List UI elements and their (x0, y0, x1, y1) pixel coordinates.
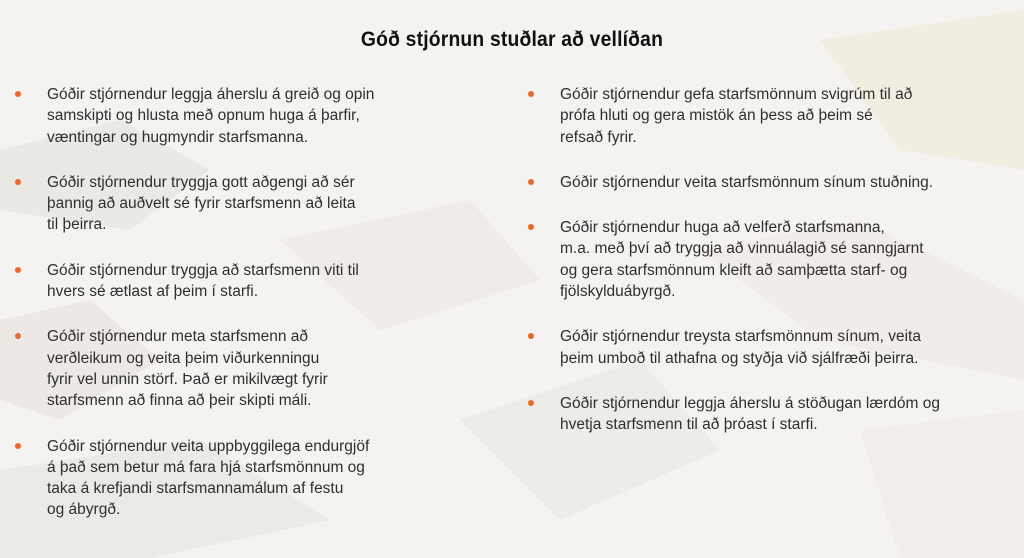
list-item-text: Góðir stjórnendur veita uppbyggilega endurgjöf á það sem betur má fara hjá starfsmönnum og taka á krefjandi starfsmannamálum af festu og ábyrgð. (47, 437, 370, 519)
bullet-dot-icon (15, 267, 21, 273)
list-item (528, 217, 1008, 302)
bullet-dot-icon (528, 179, 534, 185)
list-item-text: Góðir stjórnendur gefa starfsmönnum svigrúm til að prófa hluti og gera mistök án þess að þeim sé refsað fyrir. (560, 86, 913, 146)
list-item (528, 326, 1008, 369)
list-item (15, 260, 445, 303)
bullet-dot-icon (15, 443, 21, 449)
list-item (528, 84, 1008, 148)
bullet-dot-icon (528, 224, 534, 230)
list-item (15, 436, 445, 521)
list-item (15, 172, 445, 236)
list-item (528, 393, 1008, 436)
slide-title: Góð stjórnun stuðlar að vellíðan (360, 28, 664, 51)
right-bullet-list (528, 84, 1008, 460)
bullet-dot-icon (15, 333, 21, 339)
list-item-text: Góðir stjórnendur leggja áherslu á greið og opin samskipti og hlusta með opnum huga á þarfir, væntingar og hugmyndir starfsmanna. (47, 86, 375, 146)
list-item-text: Góðir stjórnendur tryggja gott aðgengi að sér þannig að auðvelt sé fyrir starfsmenn að leita til þeirra. (47, 173, 356, 234)
bullet-dot-icon (528, 333, 534, 339)
list-item-text: Góðir stjórnendur huga að velferð starfsmanna, m.a. með því að tryggja að vinnuálagið sé sanngjarnt og gera starfsmönnum kleift að samþætta starf- og fjölskylduábyrgð. (560, 219, 924, 301)
list-item-text: Góðir stjórnendur veita starfsmönnum sínum stuðning. (560, 173, 934, 191)
list-item (15, 326, 445, 411)
left-bullet-list (15, 84, 445, 545)
list-item-text: Góðir stjórnendur leggja áherslu á stöðugan lærdóm og hvetja starfsmenn til að þróast í starfi. (560, 394, 940, 434)
list-item-text: Góðir stjórnendur meta starfsmenn að verðleikum og veita þeim viðurkenningu fyrir vel unnin störf. Það er mikilvægt fyrir starfsmenn að finna að þeir skipti máli. (47, 328, 328, 410)
bullet-dot-icon (15, 179, 21, 185)
list-item-text: Góðir stjórnendur treysta starfsmönnum sínum, veita þeim umboð til athafna og styðja við sjálfræði þeirra. (560, 328, 921, 367)
bullet-dot-icon (528, 400, 534, 406)
bullet-dot-icon (15, 91, 21, 97)
bullet-dot-icon (528, 91, 534, 97)
list-item (528, 172, 1008, 193)
list-item-text: Góðir stjórnendur tryggja að starfsmenn viti til hvers sé ætlast af þeim í starfi. (47, 261, 359, 301)
list-item (15, 84, 445, 148)
